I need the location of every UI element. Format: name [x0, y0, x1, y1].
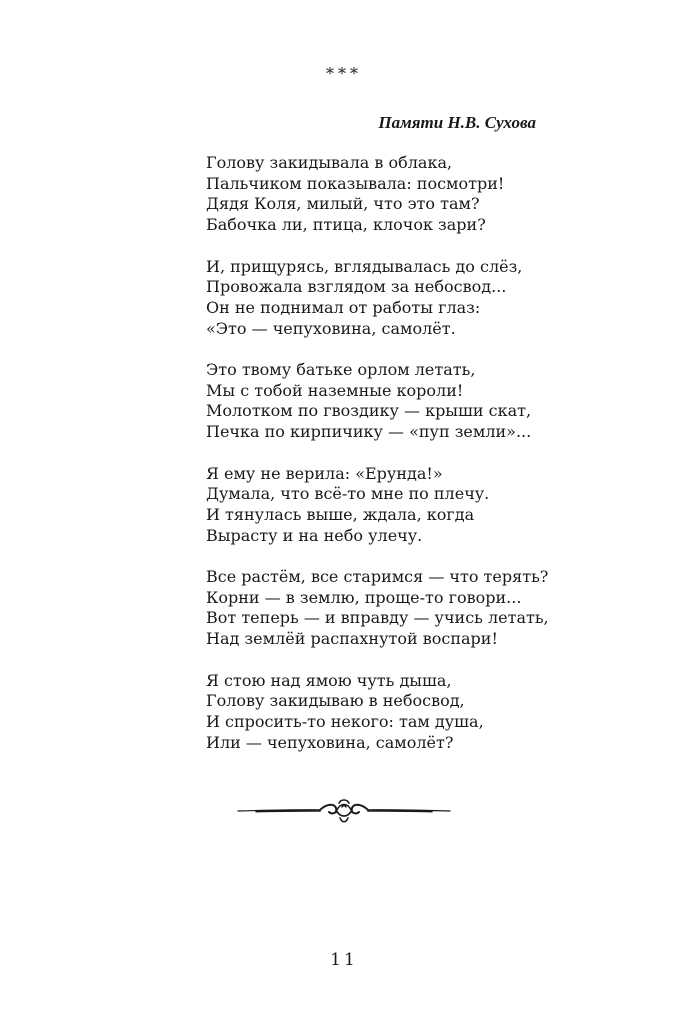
poem-line: Вырасту и на небо улечу.	[206, 525, 423, 545]
stanza	[206, 360, 566, 443]
section-asterisks: ***	[326, 64, 362, 83]
poem-line: Над землёй распахнутой воспари!	[206, 629, 498, 649]
poem-line: Корни — в землю, проще-то говори...	[206, 587, 522, 607]
poem-line: Мы с тобой наземные короли!	[206, 380, 464, 400]
poem	[206, 153, 566, 774]
poem-line: «Это — чепуховина, самолёт.	[206, 318, 456, 338]
poem-line: Молотком по гвоздику — крыши скат,	[206, 401, 532, 421]
page-number: 11	[330, 950, 358, 970]
poem-line: И, прищурясь, вглядывалась до слёз,	[206, 256, 523, 276]
poem-line: Он не поднимал от работы глаз:	[206, 297, 481, 317]
poem-line: Провожала взглядом за небосвод...	[206, 277, 507, 297]
poem-line: Я ему не верила: «Ерунда!»	[206, 463, 443, 483]
stanza	[206, 567, 566, 650]
poem-line: Печка по кирпичику — «пуп земли»...	[206, 422, 532, 442]
poem-line: Или — чепуховина, самолёт?	[206, 732, 454, 752]
dedication: Памяти Н.В. Сухова	[378, 113, 536, 132]
stanza	[206, 464, 566, 547]
poem-line: Вот теперь — и вправду — учись летать,	[206, 608, 549, 628]
poem-line: Пальчиком показывала: посмотри!	[206, 173, 505, 193]
stanza	[206, 153, 566, 236]
poem-line: И спросить-то некого: там душа,	[206, 711, 484, 731]
poem-line: Думала, что всё-то мне по плечу.	[206, 484, 490, 504]
poem-line: Я стою над ямою чуть дыша,	[206, 670, 452, 690]
stanza	[206, 671, 566, 754]
poem-line: Это твому батьке орлом летать,	[206, 360, 476, 379]
flourish-ornament-icon	[236, 796, 452, 826]
poem-line: Бабочка ли, птица, клочок зари?	[206, 215, 486, 235]
poem-line: Голову закидываю в небосвод,	[206, 691, 465, 711]
poem-line: Голову закидывала в облака,	[206, 153, 453, 172]
poem-line: Дядя Коля, милый, что это там?	[206, 194, 480, 214]
poem-line: Все растём, все старимся — что терять?	[206, 567, 549, 586]
poem-line: И тянулась выше, ждала, когда	[206, 504, 475, 524]
stanza	[206, 257, 566, 340]
